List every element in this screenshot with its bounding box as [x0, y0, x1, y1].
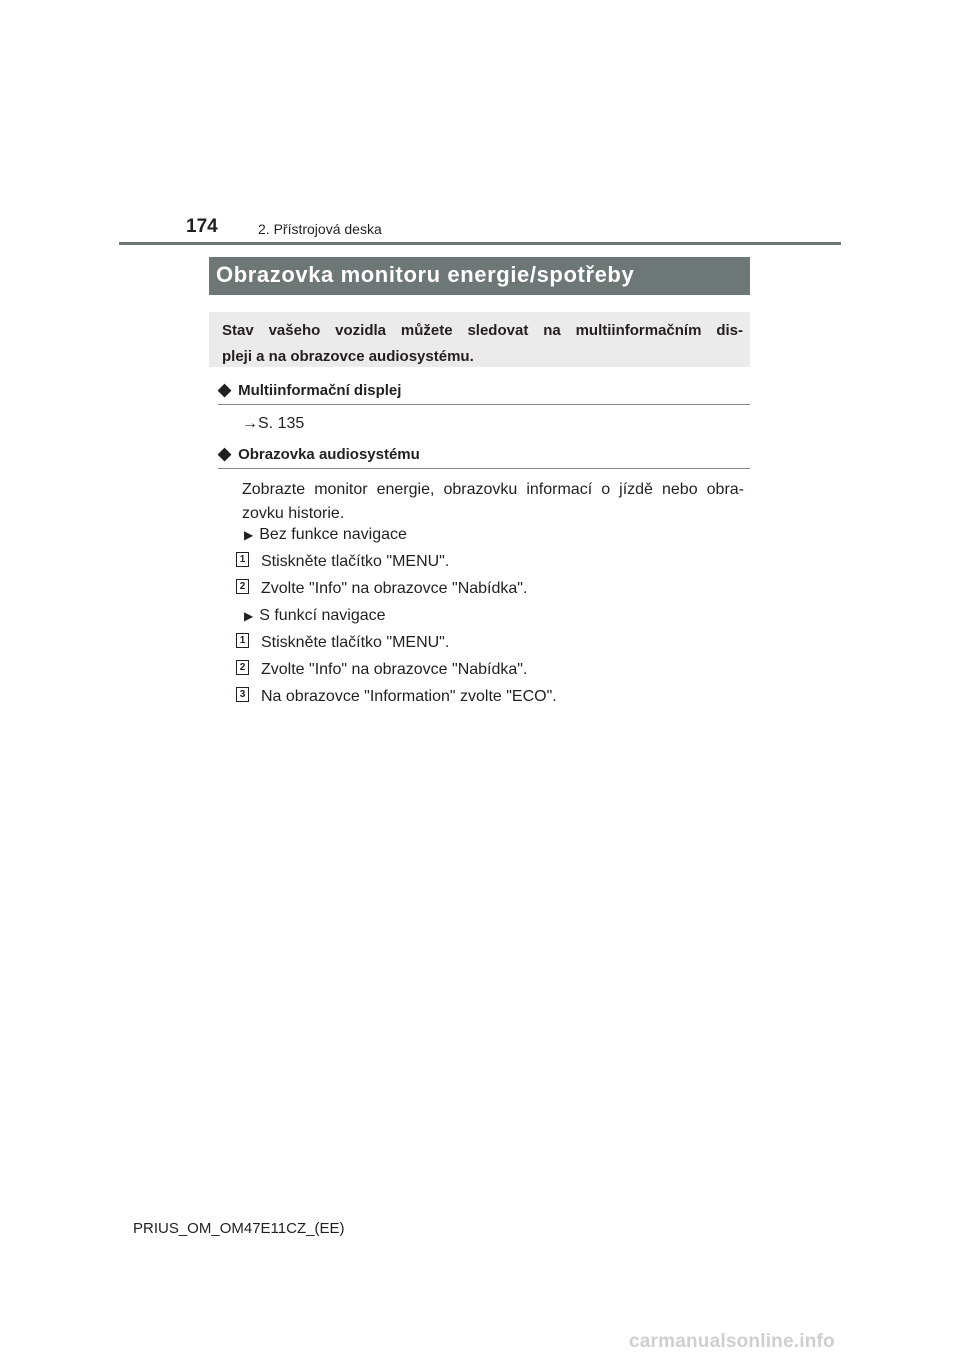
page-reference-link[interactable]: →S. 135: [242, 415, 305, 432]
step-number: 2: [236, 660, 249, 675]
diamond-icon: ◆: [218, 380, 232, 399]
step-number: 3: [236, 687, 249, 702]
step-text: Zvolte "Info" na obrazovce "Nabídka".: [261, 580, 528, 597]
diamond-icon: ◆: [218, 444, 232, 463]
manual-code: PRIUS_OM_OM47E11CZ_(EE): [133, 1220, 345, 1237]
section-heading-multiinfo: [218, 380, 750, 405]
subsection-label: Bez funkce navigace: [259, 526, 407, 543]
step-text: Stiskněte tlačítko "MENU".: [261, 634, 450, 651]
step-item: [236, 553, 449, 573]
step-item: [236, 661, 527, 681]
subsection-label: S funkcí navigace: [259, 607, 386, 624]
intro-line-2: pleji a na obrazovce audiosystému.: [222, 348, 474, 365]
section-description: [242, 478, 744, 526]
step-text: Zvolte "Info" na obrazovce "Nabídka".: [261, 661, 528, 678]
step-number: 1: [236, 552, 249, 567]
step-number: 2: [236, 579, 249, 594]
step-item: [236, 688, 557, 708]
step-item: [236, 634, 449, 654]
step-text: Na obrazovce "Information" zvolte "ECO".: [261, 688, 557, 705]
triangle-right-icon: ▶: [244, 609, 254, 623]
page-number: 174: [186, 216, 218, 237]
step-number: 1: [236, 633, 249, 648]
subsection-with-navigation: [244, 607, 386, 625]
subsection-no-navigation: [244, 526, 407, 544]
intro-box: [209, 312, 750, 367]
description-line-1: Zobrazte monitor energie, obrazovku informací o jízdě nebo obra-: [242, 481, 744, 498]
section-heading-audio: [218, 444, 750, 469]
triangle-right-icon: ▶: [244, 528, 254, 542]
step-item: [236, 580, 527, 600]
description-line-2: zovku historie.: [242, 505, 345, 522]
page-title: Obrazovka monitoru energie/spotřeby: [209, 257, 750, 295]
section-heading-label: Multiinformační displej: [238, 382, 402, 399]
intro-line-1: Stav vašeho vozidla můžete sledovat na multiinformačním dis-: [222, 322, 743, 339]
chapter-title: 2. Přístrojová deska: [258, 221, 382, 237]
step-text: Stiskněte tlačítko "MENU".: [261, 553, 450, 570]
header-divider: [119, 242, 841, 245]
watermark: carmanualsonline.info: [629, 1331, 835, 1352]
section-heading-label: Obrazovka audiosystému: [238, 446, 420, 463]
